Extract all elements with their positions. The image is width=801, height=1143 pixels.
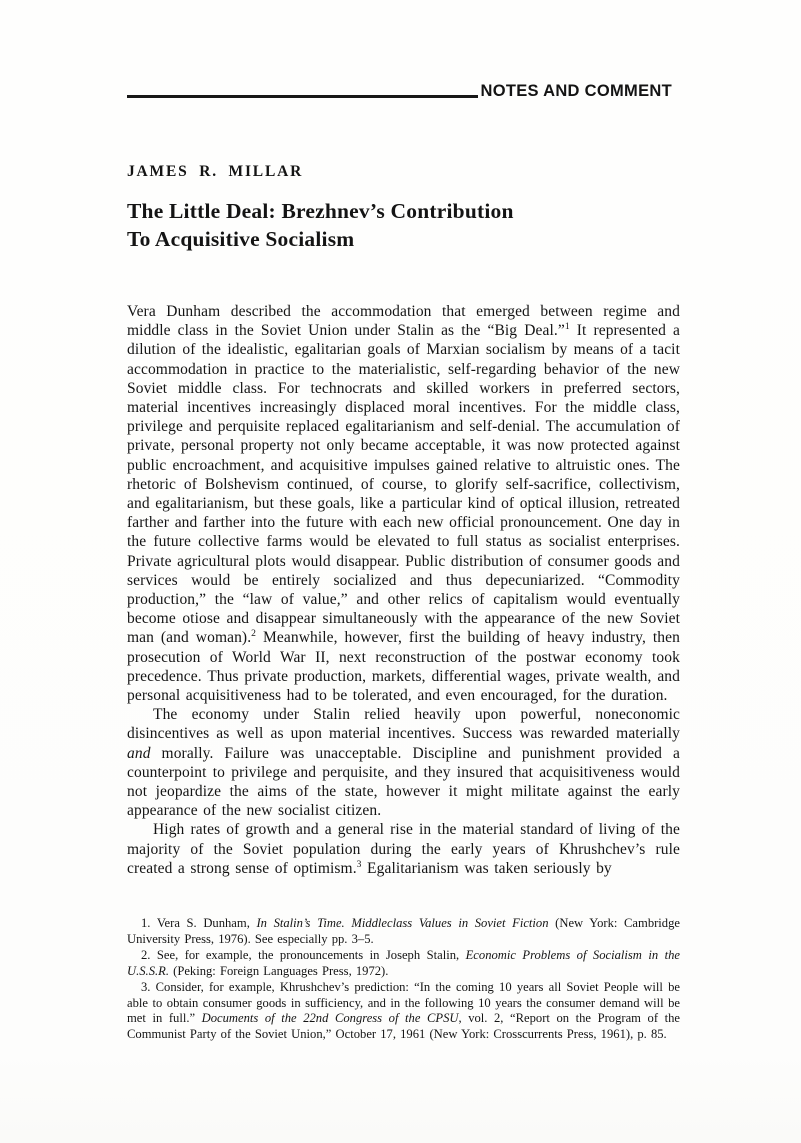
text-segment: 3. Consider, for example, Khrushchev’s prediction: “In the coming 10 years all Soviet People will be able to obtain consumer goods in sufficiency, and in the following 10 years the consumer demand will be met in full.” [127,979,680,1026]
text-segment: High rates of growth and a general rise in the material standard of living of the majority of the Soviet population during the early years of Khrushchev’s rule created a strong sense of optimism. [127,821,680,877]
body-paragraph [127,302,680,705]
body-paragraph [127,705,680,820]
body-paragraph [127,820,680,878]
article-title-line-1: The Little Deal: Brezhnev’s Contribution [127,199,514,223]
footnote [127,980,680,1044]
footnote [127,948,680,980]
text-segment: (Peking: Foreign Languages Press, 1972). [168,963,389,978]
text-segment: (New York: Cambridge University Press, 1976). See especially pp. 3–5. [127,916,680,946]
running-head [127,83,672,100]
author-name: JAMES R. MILLAR [127,163,304,180]
footnotes [127,916,680,1043]
text-segment: In Stalin’s Time. Middleclass Values in Soviet Fiction [256,916,549,930]
footnote-marker: 2 [251,628,257,640]
text-segment: Egalitarianism was taken seriously by [361,859,612,877]
footnote [127,916,680,948]
header-rule [127,95,478,98]
article-body [127,302,680,878]
text-segment: 2. See, for example, the pronouncements in Joseph Stalin, [141,947,466,962]
text-segment: Documents of the 22nd Congress of the CPSU [201,1011,459,1026]
text-segment: , vol. 2, “Report on the Program of the Communist Party of the Soviet Union,” October 17, 1961 (New York: Crosscurrents Press, 1961), p. 85. [127,1011,680,1042]
article-title [127,197,514,253]
article-title-line-2: To Acquisitive Socialism [127,227,355,251]
text-segment: Meanwhile, however, first the building of heavy industry, then prosecution of World War II, next reconstruction of the postwar economy took precedence. Thus private production, markets, differential wages, private wealth, and personal acquisitiveness had to be tolerated, and even encouraged, for the duration. [127,629,680,705]
footnote-marker: 1 [564,321,570,333]
text-segment: Economic Problems of Socialism in the U.S.S.R. [127,947,680,978]
text-segment: and [127,744,151,762]
text-segment: The economy under Stalin relied heavily upon powerful, noneconomic disincentives as well as upon material incentives. Success was rewarded materially [127,706,680,743]
footnote-marker: 3 [356,858,362,870]
text-segment: Vera Dunham described the accommodation that emerged between regime and middle class in the Soviet Union under Stalin as the “Big Deal.” [127,303,680,340]
text-segment: morally. Failure was unacceptable. Discipline and punishment provided a counterpoint to privilege and perquisite, and they insured that acquisitiveness would not jeopardize the aims of the state, however it might militate against the early appearance of the new socialist citizen. [127,744,680,820]
text-segment: 1. Vera S. Dunham, [141,916,257,930]
text-segment: It represented a dilution of the idealistic, egalitarian goals of Marxian socialism by means of a tacit accommodation in practice to the materialistic, self-regarding behavior of the new Soviet middle class. For technocrats and skilled workers in preferred sectors, material incentives increasingly displaced moral incentives. For the middle class, privilege and perquisite replaced egalitarianism and self-denial. The accumulation of private, personal property not only became acceptable, it was now protected against public encroachment, and acquisitive impulses gained relative to altruistic ones. The rhetoric of Bolshevism continued, of course, to glorify self-sacrifice, collectivism, and egalitarianism, but these goals, like a particular kind of optical illusion, retreated farther and farther into the future with each new official pronouncement. One day in the future collective farms would be elevated to full status as socialist enterprises. Private agricultural plots would disappear. Public distribution of consumer goods and services would be entirely socialized and thus depecuniarized. “Commodity production,” the “law of value,” and other relics of capitalism would eventually become otiose and disappear simultaneously with the appearance of the new Soviet man (and woman). [127,322,680,647]
section-header-label: NOTES AND COMMENT [480,82,672,100]
